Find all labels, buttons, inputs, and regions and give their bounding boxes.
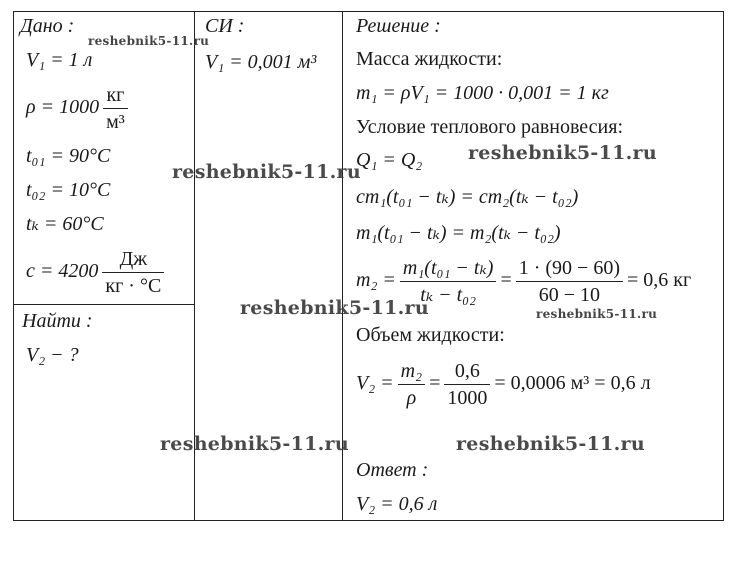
v2-den-numeric: 1000 xyxy=(447,387,488,409)
given-c-unit-den: кг · °C xyxy=(105,275,162,297)
watermark: reshebnik5-11.ru xyxy=(160,433,349,455)
m2-left: m₂ = xyxy=(356,269,396,292)
si-v1: V₁ = 0,001 м³ xyxy=(205,51,317,73)
watermark: reshebnik5-11.ru xyxy=(468,142,657,164)
m2-num-symbolic: m₁(t₀₁ − tₖ) xyxy=(400,257,497,282)
header-dano: Дано : xyxy=(20,15,75,37)
v2-result: = 0,0006 м³ = 0,6 л xyxy=(494,372,651,395)
given-c-unit-num: Дж xyxy=(102,248,164,273)
v2-formula xyxy=(356,360,651,409)
watermark: reshebnik5-11.ru xyxy=(172,161,361,183)
given-rho-unit-den: м³ xyxy=(106,111,125,133)
m2-result: = 0,6 кг xyxy=(626,269,692,292)
watermark: reshebnik5-11.ru xyxy=(88,34,210,48)
mass-balance-equation: m₁(t₀₁ − tₖ) = m₂(tₖ − t₀₂) xyxy=(356,222,561,244)
given-rho xyxy=(26,84,132,133)
m2-den-numeric: 60 − 10 xyxy=(538,284,600,306)
mass-heading: Масса жидкости: xyxy=(356,48,503,70)
find-v2: V₂ − ? xyxy=(26,344,79,366)
heat-equality: Q₁ = Q₂ xyxy=(356,149,423,171)
v2-fraction-symbolic xyxy=(398,360,425,409)
v2-equals: = xyxy=(429,372,441,395)
given-v1: V₁ = 1 л xyxy=(26,49,93,71)
given-rho-unit-num: кг xyxy=(103,84,128,109)
volume-heading: Объем жидкости: xyxy=(356,324,505,346)
v2-den-symbolic: ρ xyxy=(406,387,417,409)
balance-heading: Условие теплового равновесия: xyxy=(356,116,624,138)
v2-num-symbolic: m₂ xyxy=(398,360,425,385)
watermark: reshebnik5-11.ru xyxy=(240,297,429,319)
watermark: reshebnik5-11.ru xyxy=(456,433,645,455)
given-rho-unit xyxy=(103,84,128,133)
header-reshenie: Решение : xyxy=(356,15,441,37)
m2-fraction-numeric xyxy=(516,257,623,306)
m2-den-symbolic: tₖ − t₀₂ xyxy=(420,284,477,306)
answer-heading: Ответ : xyxy=(356,459,429,481)
given-rho-left: ρ = 1000 xyxy=(26,96,100,119)
header-si: СИ : xyxy=(205,15,245,37)
given-c-unit xyxy=(102,248,164,297)
v2-left: V₂ = xyxy=(356,372,394,395)
header-naiti: Найти : xyxy=(22,310,93,332)
watermark: reshebnik5-11.ru xyxy=(536,307,658,321)
m2-num-numeric: 1 · (90 − 60) xyxy=(516,257,623,282)
given-t01: t₀₁ = 90°C xyxy=(26,145,111,167)
given-c xyxy=(26,248,168,297)
answer-value: V₂ = 0,6 л xyxy=(356,493,438,515)
given-tk: tₖ = 60°C xyxy=(26,213,104,235)
heat-balance-equation: cm₁(t₀₁ − tₖ) = cm₂(tₖ − t₀₂) xyxy=(356,186,579,208)
m2-equals: = xyxy=(500,269,512,292)
given-find-divider xyxy=(14,304,194,305)
given-c-left: c = 4200 xyxy=(26,260,99,283)
mass-equation: m₁ = ρV₁ = 1000 · 0,001 = 1 кг xyxy=(356,82,609,104)
v2-num-numeric: 0,6 xyxy=(444,360,490,385)
v2-fraction-numeric xyxy=(444,360,490,409)
given-t02: t₀₂ = 10°C xyxy=(26,179,111,201)
